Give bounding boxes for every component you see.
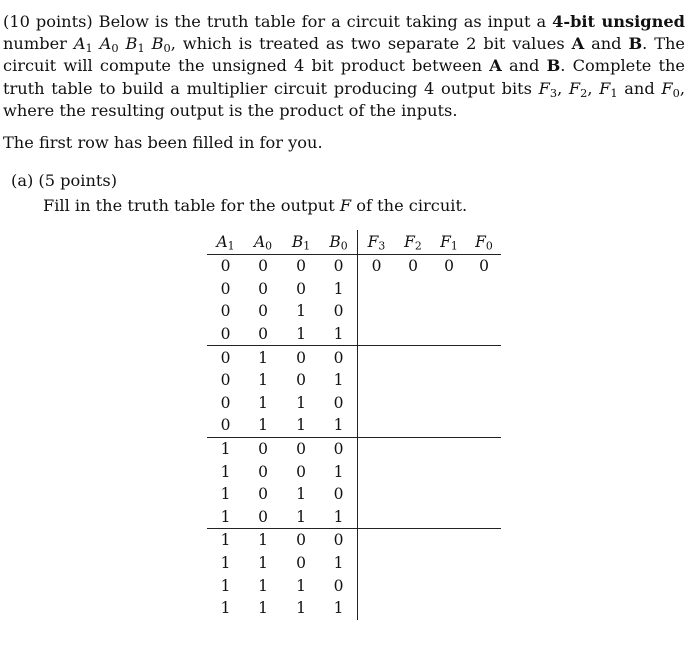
var-f2: $F_2$ [568,78,588,100]
cell-f1[interactable] [431,529,467,552]
var-a1: $A_1$ [73,34,93,56]
header-a1: $A_1$ [207,230,244,255]
header-f1: $F_1$ [431,230,467,255]
cell-b0: 0 [333,348,344,367]
cell-b1: 0 [296,440,306,459]
cell-f2[interactable] [395,460,431,483]
cell-f0[interactable] [467,300,501,323]
cell-b0: 1 [333,554,344,573]
cell-f2[interactable] [395,346,431,369]
cell-f0[interactable] [467,369,501,392]
cell-a0: 1 [258,531,268,550]
cell-a1: 0 [220,257,231,276]
cell-b0: 0 [333,302,344,321]
table-row [207,255,501,278]
cell-a1: 1 [220,576,231,595]
cell-a0: 1 [258,599,268,618]
cell-f1[interactable] [431,414,467,437]
cell-f0[interactable] [467,323,501,346]
cell-b1: 0 [296,257,306,276]
table-row [207,323,501,346]
cell-a0: 0 [258,462,268,481]
cell-f0[interactable] [467,597,501,620]
cell-f3[interactable] [358,506,396,529]
header-f0: $F_0$ [467,230,501,255]
cell-b1: 1 [282,506,320,529]
cell-f1[interactable] [431,392,467,415]
cell-f3[interactable] [358,300,396,323]
cell-f0[interactable] [467,278,501,301]
cell-a0: 0 [258,257,268,276]
table-row [207,414,501,437]
cell-b0: 0 [333,440,344,459]
bold-b: B [628,34,643,54]
cell-a1: 1 [220,485,231,504]
cell-a1: 0 [207,323,244,346]
header-a0: $A_0$ [244,230,282,255]
cell-b1: 0 [296,531,306,550]
cell-b1: 1 [296,393,306,412]
bold-4bit-unsigned: 4-bit unsigned [552,12,685,31]
var-f: F [339,196,352,215]
part-a-label: (a) (5 points) [11,171,118,190]
table-row [207,392,501,415]
cell-b0: 1 [320,506,358,529]
bold-b: B [546,56,561,76]
table-row [207,529,501,552]
cell-a0: 1 [258,393,268,412]
header-f2: $F_2$ [395,230,431,255]
cell-f0[interactable]: 0 [479,257,489,276]
cell-b0: 0 [333,576,344,595]
cell-a0: 1 [258,371,268,390]
var-f0: $F_0$ [661,78,680,100]
cell-f2[interactable] [395,369,431,392]
problem-points: (10 points) [3,12,93,31]
cell-b0: 1 [333,279,344,298]
cell-a0: 0 [258,279,268,298]
cell-f0[interactable] [467,460,501,483]
var-b1: $B_1$ [125,34,145,56]
cell-f2[interactable] [395,574,431,597]
cell-b1: 0 [296,279,306,298]
cell-a1: 0 [220,302,231,321]
cell-f3[interactable] [358,346,396,369]
cell-b1: 0 [296,462,306,481]
cell-a0: 1 [244,414,282,437]
table-row [207,506,501,529]
cell-a1: 1 [220,462,231,481]
cell-a0: 1 [258,576,268,595]
cell-b0: 0 [333,531,344,550]
cell-f2[interactable] [395,300,431,323]
header-b1: $B_1$ [282,230,320,255]
cell-b1: 1 [296,302,306,321]
cell-b0: 1 [333,599,344,618]
cell-f1[interactable] [431,369,467,392]
cell-f1[interactable] [431,574,467,597]
cell-f1[interactable] [431,483,467,506]
cell-a1: 1 [220,554,231,573]
first-row-note: The first row has been filled in for you. [3,133,323,152]
cell-a0: 0 [258,485,268,504]
cell-f2[interactable] [395,278,431,301]
cell-f2[interactable] [395,483,431,506]
cell-a1: 1 [220,531,231,550]
table-row [207,597,501,620]
cell-f2[interactable] [395,437,431,460]
cell-a0: 0 [258,302,268,321]
table-row [207,483,501,506]
cell-a1: 0 [220,371,231,390]
cell-f2[interactable] [395,392,431,415]
cell-f1[interactable] [431,597,467,620]
table-row [207,460,501,483]
cell-f2[interactable] [395,597,431,620]
cell-f3[interactable] [358,369,396,392]
cell-b1: 1 [296,599,306,618]
cell-f1[interactable] [431,323,467,346]
cell-b0: 0 [333,257,344,276]
part-a-instructions: Fill in the truth table for the output F of the circuit. [43,196,468,215]
cell-b0: 1 [333,462,344,481]
cell-a0: 1 [258,348,268,367]
cell-b0: 1 [333,371,344,390]
cell-f2[interactable] [395,552,431,575]
cell-f3[interactable] [358,574,396,597]
var-f1: $F_1$ [599,78,618,100]
cell-f2[interactable]: 0 [408,257,418,276]
cell-f2[interactable] [395,506,431,529]
cell-f1[interactable] [431,552,467,575]
cell-f0[interactable] [467,346,501,369]
cell-b0: 0 [333,393,344,412]
table-row [207,300,501,323]
cell-a1: 0 [220,393,231,412]
cell-a1: 1 [220,599,231,618]
cell-f1[interactable] [431,300,467,323]
cell-f1[interactable] [431,437,467,460]
var-b0: $B_0$ [151,34,171,56]
truth-table-header [207,230,501,255]
cell-a1: 0 [207,414,244,437]
cell-f0[interactable] [467,552,501,575]
cell-a1: 1 [220,440,231,459]
table-row [207,574,501,597]
cell-f3[interactable] [358,483,396,506]
cell-f0[interactable] [467,414,501,437]
cell-f1[interactable]: 0 [444,257,454,276]
cell-b0: 0 [333,485,344,504]
var-a0: $A_0$ [99,34,119,56]
header-f3: $F_3$ [358,230,396,255]
cell-f1[interactable] [431,460,467,483]
cell-b1: 0 [296,554,306,573]
bold-a: A [571,34,585,54]
header-b0: $B_0$ [320,230,358,255]
problem-statement: (10 points) Below is the truth table for a circuit taking as input a 4-bit unsigned number $A_1$ $A_0$ $B_1$ $B_0$, which is treated as two separate 2 bit values A and B. The circuit will compute the unsigned 4 bit product between A and B. Complete the truth table to build a multiplier circuit producing 4 output bits $F_3$, $F_2$, $F_1$ and $F_0$, where the resulting output is the product of the inputs. [3,12,686,120]
cell-f0[interactable] [467,392,501,415]
cell-f0[interactable] [467,437,501,460]
cell-a0: 0 [244,323,282,346]
cell-f0[interactable] [467,483,501,506]
cell-f1[interactable] [431,506,467,529]
cell-b1: 1 [296,485,306,504]
cell-b0: 1 [320,414,358,437]
cell-b1: 0 [296,348,306,367]
cell-f3[interactable] [358,529,396,552]
cell-b1: 0 [296,371,306,390]
cell-f3[interactable] [358,552,396,575]
cell-f3[interactable] [358,414,396,437]
cell-f3[interactable] [358,278,396,301]
bold-a: A [489,56,502,76]
cell-f1[interactable] [431,346,467,369]
cell-a1: 0 [220,348,231,367]
var-f3: $F_3$ [538,78,558,100]
cell-f2[interactable] [395,323,431,346]
cell-a0: 0 [258,440,268,459]
cell-f0[interactable] [467,574,501,597]
cell-a1: 1 [207,506,244,529]
table-row [207,552,501,575]
table-row [207,278,501,301]
table-row [207,369,501,392]
table-row [207,437,501,460]
cell-b1: 1 [282,414,320,437]
cell-f3[interactable] [358,437,396,460]
cell-f2[interactable] [395,414,431,437]
cell-b1: 1 [282,323,320,346]
cell-f0[interactable] [467,529,501,552]
cell-a0: 1 [258,554,268,573]
cell-a1: 0 [220,279,231,298]
cell-a0: 0 [244,506,282,529]
cell-f0[interactable] [467,506,501,529]
cell-f3[interactable] [358,460,396,483]
cell-f1[interactable] [431,278,467,301]
cell-b1: 1 [296,576,306,595]
cell-f2[interactable] [395,529,431,552]
cell-f3[interactable]: 0 [358,255,396,278]
truth-table [207,230,501,620]
cell-f3[interactable] [358,392,396,415]
cell-b0: 1 [320,323,358,346]
cell-f3[interactable] [358,323,396,346]
table-row [207,346,501,369]
cell-f3[interactable] [358,597,396,620]
